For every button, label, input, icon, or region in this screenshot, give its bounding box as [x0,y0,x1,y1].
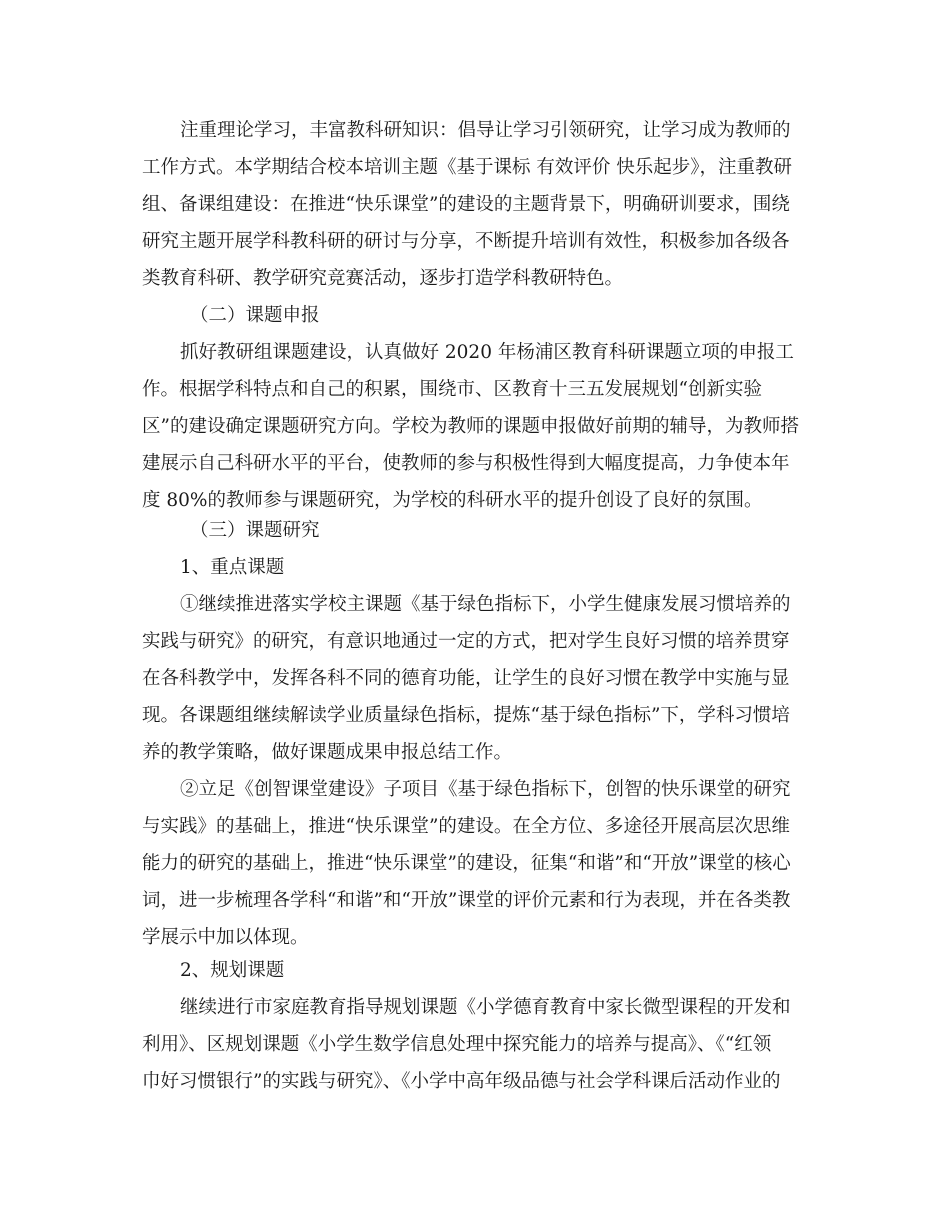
section-heading: （二）课题申报 [190,305,320,326]
paragraph-line: ②立足《创智课堂建设》子项目《基于绿色指标下，创智的快乐课堂的研究 [180,779,791,800]
paragraph-line: 作。根据学科特点和自己的积累，围绕市、区教育十三五发展规划“创新实验 [142,379,762,400]
paragraph-line: 在各科教学中，发挥各科不同的德育功能，让学生的良好习惯在教学中实施与显 [142,668,790,689]
paragraph-line: 组、备课组建设：在推进“快乐课堂”的建设的主题背景下，明确研训要求，围绕 [142,194,790,215]
paragraph-line: 建展示自己科研水平的平台，使教师的参与积极性得到大幅度提高，力争使本年 [142,453,790,474]
paragraph-line: 度 80%的教师参与课题研究，为学校的科研水平的提升创设了良好的氛围。 [142,490,763,511]
paragraph-line: 现。各课题组继续解读学业质量绿色指标，提炼“基于绿色指标”下，学科习惯培 [142,705,790,726]
paragraph-line: 养的教学策略，做好课题成果申报总结工作。 [142,742,513,763]
paragraph-line: 工作方式。本学期结合校本培训主题《基于课标 有效评价 快乐起步》，注重教研 [142,157,793,178]
paragraph-line: 能力的研究的基础上，推进“快乐课堂”的建设，征集“和谐”和“开放”课堂的核心 [142,853,791,874]
paragraph-line: 研究主题开展学科教科研的研讨与分享，不断提升培训有效性，积极参加各级各 [142,231,790,252]
paragraph-line: ①继续推进落实学校主课题《基于绿色指标下，小学生健康发展习惯培养的 [180,594,791,615]
subsection-heading: 2、规划课题 [180,960,285,981]
paragraph-line: 实践与研究》的研究，有意识地通过一定的方式，把对学生良好习惯的培养贯穿 [142,631,790,652]
paragraph-line: 注重理论学习，丰富教科研知识：倡导让学习引领研究，让学习成为教师的 [180,120,791,141]
paragraph-line: 区”的建设确定课题研究方向。学校为教师的课题申报做好前期的辅导，为教师搭 [142,416,799,437]
paragraph-line: 学展示中加以体现。 [142,927,309,948]
section-heading: （三）课题研究 [190,520,320,541]
paragraph-line: 巾好习惯银行”的实践与研究》、《小学中高年级品德与社会学科课后活动作业的 [142,1071,781,1092]
paragraph-line: 继续进行市家庭教育指导规划课题《小学德育教育中家长微型课程的开发和 [180,997,791,1018]
paragraph-line: 抓好教研组课题建设，认真做好 2020 年杨浦区教育科研课题立项的申报工 [180,342,794,363]
paragraph-line: 类教育科研、教学研究竞赛活动，逐步打造学科教研特色。 [142,268,624,289]
paragraph-line: 与实践》的基础上，推进“快乐课堂”的建设。在全方位、多途径开展高层次思维 [142,816,790,837]
subsection-heading: 1、重点课题 [180,557,285,578]
paragraph-line: 词，进一步梳理各学科“和谐”和“开放”课堂的评价元素和行为表现，并在各类教 [142,890,791,911]
paragraph-line: 利用》、区规划课题《小学生数学信息处理中探究能力的培养与提高》、《“红领 [142,1034,772,1055]
